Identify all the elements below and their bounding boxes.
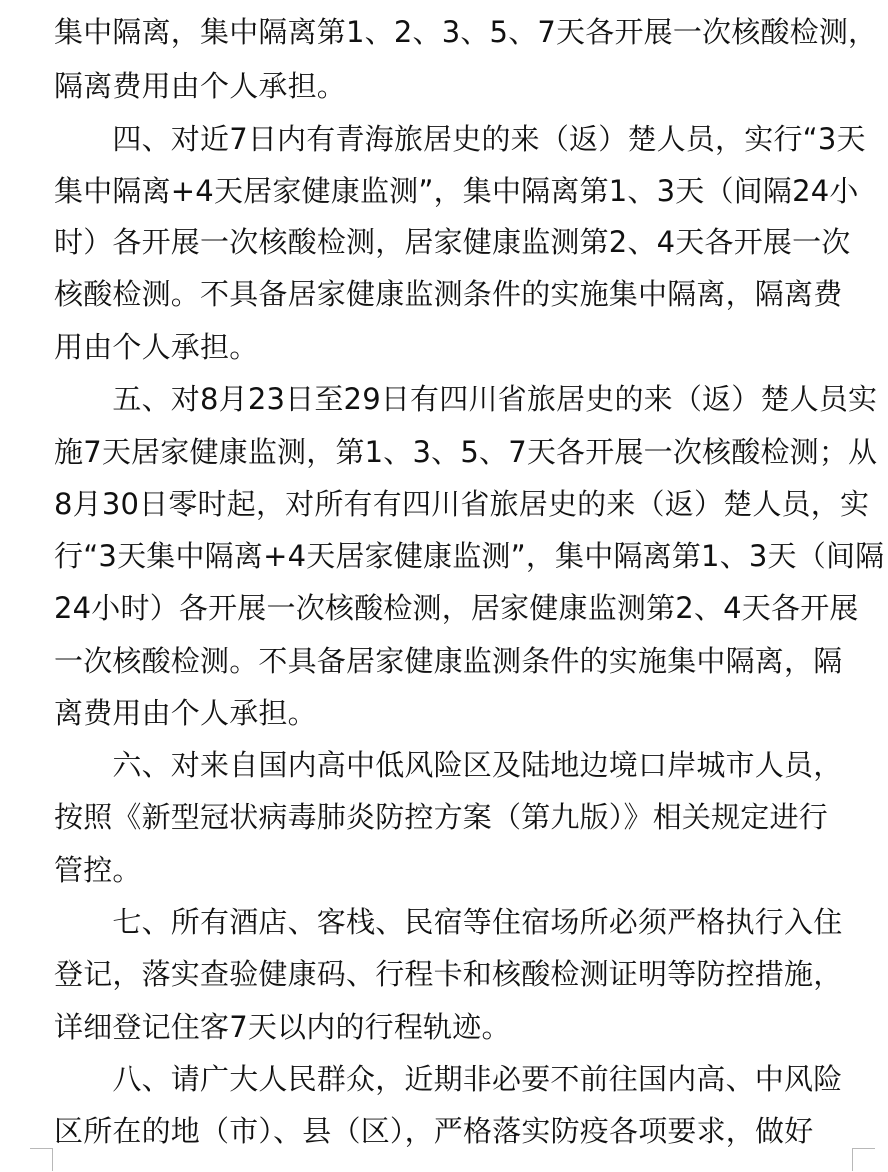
text-line: 用由个人承担。 <box>54 330 259 364</box>
text-line: 八、请广大人民群众，近期非必要不前往国内高、中风险 <box>54 1062 843 1096</box>
text-line: 区所在的地（市）、县（区），严格落实防疫各项要求，做好 <box>54 1114 814 1148</box>
text-line: 五、对8月23日至29日有四川省旅居史的来（返）楚人员实 <box>54 382 878 416</box>
text-line: 24小时）各开展一次核酸检测，居家健康监测第2、4天各开展 <box>54 591 859 625</box>
text-line: 按照《新型冠状病毒肺炎防控方案（第九版）》相关规定进行 <box>54 800 828 834</box>
text-line: 一次核酸检测。不具备居家健康监测条件的实施集中隔离，隔 <box>54 644 843 678</box>
text-line: 时）各开展一次核酸检测，居家健康监测第2、4天各开展一次 <box>54 225 851 259</box>
text-line: 行“3天集中隔离+4天居家健康监测”，集中隔离第1、3天（间隔 <box>54 539 885 573</box>
text-line: 详细登记住客7天以内的行程轨迹。 <box>54 1010 511 1044</box>
text-line: 核酸检测。不具备居家健康监测条件的实施集中隔离，隔离费 <box>54 277 843 311</box>
text-line: 六、对来自国内高中低风险区及陆地边境口岸城市人员， <box>54 748 843 782</box>
text-line: 四、对近7日内有青海旅居史的来（返）楚人员，实行“3天 <box>54 122 866 156</box>
text-line: 登记，落实查验健康码、行程卡和核酸检测证明等防控措施， <box>54 957 843 991</box>
text-line: 集中隔离，集中隔离第1、2、3、5、7天各开展一次核酸检测， <box>54 15 878 49</box>
text-line: 施7天居家健康监测，第1、3、5、7天各开展一次核酸检测；从 <box>54 435 878 469</box>
text-line: 集中隔离+4天居家健康监测”，集中隔离第1、3天（间隔24小 <box>54 174 859 208</box>
text-line: 七、所有酒店、客栈、民宿等住宿场所必须严格执行入住 <box>54 905 843 939</box>
text-line: 隔离费用由个人承担。 <box>54 69 347 103</box>
text-line: 管控。 <box>54 853 142 887</box>
text-line: 8月30日零时起，对所有有四川省旅居史的来（返）楚人员，实 <box>54 487 870 521</box>
text-line: 离费用由个人承担。 <box>54 696 317 730</box>
page-corner-mark-right <box>852 1148 875 1171</box>
page-corner-mark-left <box>30 1148 53 1171</box>
